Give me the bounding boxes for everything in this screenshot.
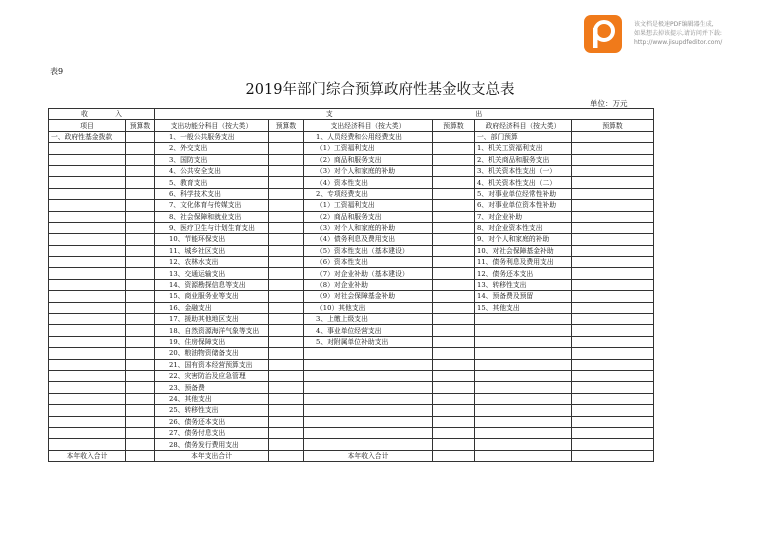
table-cell [126,188,155,199]
table-row [49,370,654,381]
table-cell: （7）对企业补助（基本建设） [304,268,433,279]
total-cell [572,450,654,461]
table-cell: 7、对企业补助 [475,211,572,222]
totals-row [49,450,654,461]
table-cell [126,302,155,313]
table-cell: 16、金融支出 [155,302,269,313]
table-cell [572,336,654,347]
table-cell: 1、一般公共服务支出 [155,131,269,142]
table-cell [49,245,126,256]
table-cell [269,211,304,222]
table-cell [269,348,304,359]
table-cell: 9、医疗卫生与计划生育支出 [155,222,269,233]
table-cell [304,427,433,438]
table-cell [49,154,126,165]
watermark-line: 该文档是极速PDF编辑器生成, [634,21,714,28]
table-cell [572,370,654,381]
table-cell [475,325,572,336]
table-cell [49,348,126,359]
table-cell [572,439,654,450]
table-cell: 14、资源勘探信息等支出 [155,279,269,290]
table-cell [475,427,572,438]
table-cell: 3、机关资本性支出（一） [475,165,572,176]
table-cell: （1）工资福利支出 [304,143,433,154]
table-cell [126,200,155,211]
table-cell: 10、对社会保障基金补助 [475,245,572,256]
table-cell [269,302,304,313]
table-row [49,382,654,393]
table-cell [433,154,475,165]
table-cell: 4、事业单位经营支出 [304,325,433,336]
total-cell [269,450,304,461]
table-cell [126,165,155,176]
table-cell [572,416,654,427]
table-row [49,416,654,427]
table-cell [269,393,304,404]
table-cell [126,211,155,222]
table-cell [126,405,155,416]
table-cell: 7、文化体育与传媒支出 [155,200,269,211]
table-cell: 20、粮油物资储备支出 [155,348,269,359]
table-cell [126,427,155,438]
table-cell [126,257,155,268]
total-cell [126,450,155,461]
table-cell [572,177,654,188]
table-cell [49,302,126,313]
table-cell [475,439,572,450]
table-cell [49,211,126,222]
table-cell: （8）对企业补助 [304,279,433,290]
table-cell: 14、预备费及预留 [475,291,572,302]
table-cell: （9）对社会保障基金补助 [304,291,433,302]
table-row [49,268,654,279]
table-cell [572,359,654,370]
table-cell [49,325,126,336]
table-cell [49,427,126,438]
table-cell: 13、交通运输支出 [155,268,269,279]
column-header: 预算数 [572,120,654,131]
table-cell [49,291,126,302]
table-row [49,188,654,199]
table-cell: 23、预备费 [155,382,269,393]
table-cell: 2、专项经费支出 [304,188,433,199]
table-cell [572,143,654,154]
column-header: 支出经济科目（按大类） [304,120,433,131]
table-cell [304,382,433,393]
table-cell [433,234,475,245]
table-row [49,291,654,302]
table-cell [269,222,304,233]
table-cell [433,131,475,142]
table-cell: 9、对个人和家庭的补助 [475,234,572,245]
table-cell [49,314,126,325]
table-row [49,245,654,256]
table-cell [304,439,433,450]
table-cell [126,245,155,256]
table-row [49,177,654,188]
column-header: 预算数 [126,120,155,131]
table-cell [572,279,654,290]
table-cell [49,382,126,393]
table-cell [304,393,433,404]
table-cell [433,427,475,438]
table-cell [572,257,654,268]
table-cell [49,336,126,347]
table-row [49,393,654,404]
table-cell: 19、住房保障支出 [155,336,269,347]
table-cell [126,416,155,427]
table-cell [433,257,475,268]
table-cell [304,370,433,381]
table-row [49,143,654,154]
table-cell [433,325,475,336]
table-cell [572,314,654,325]
table-cell [269,382,304,393]
table-cell: 12、农林水支出 [155,257,269,268]
table-cell [126,279,155,290]
table-cell [269,177,304,188]
budget-table [48,108,654,462]
column-header: 预算数 [433,120,475,131]
table-cell: 15、商业服务业等支出 [155,291,269,302]
table-cell: 2、外交支出 [155,143,269,154]
table-cell [304,359,433,370]
table-cell [126,393,155,404]
table-row [49,405,654,416]
table-row [49,211,654,222]
table-cell [269,405,304,416]
table-cell [126,177,155,188]
table-cell [269,234,304,245]
table-cell [475,336,572,347]
table-cell [126,234,155,245]
table-row [49,439,654,450]
table-cell: 27、债务付息支出 [155,427,269,438]
table-cell [433,370,475,381]
table-cell: 18、自然资源海洋气象等支出 [155,325,269,336]
table-cell: 6、科学技术支出 [155,188,269,199]
table-row [49,314,654,325]
table-cell [126,291,155,302]
column-header: 政府经济科目（按大类） [475,120,572,131]
table-cell [304,405,433,416]
table-cell [475,405,572,416]
table-row [49,302,654,313]
table-cell: （2）商品和服务支出 [304,211,433,222]
watermark-link[interactable]: http://www.jisupdfeditor.com/ [634,39,723,46]
table-cell [433,143,475,154]
table-cell [433,382,475,393]
table-cell: （3）对个人和家庭的补助 [304,222,433,233]
table-cell: 6、对事业单位资本性补助 [475,200,572,211]
table-cell [433,279,475,290]
pdf-editor-logo-icon [583,14,623,54]
table-cell [269,416,304,427]
table-cell [433,393,475,404]
table-row [49,222,654,233]
table-cell [126,143,155,154]
table-cell [433,314,475,325]
table-cell: 26、债务还本支出 [155,416,269,427]
table-cell [572,165,654,176]
table-cell [126,359,155,370]
table-row [49,154,654,165]
table-cell [572,154,654,165]
column-header: 支出功能分科目（按大类） [155,120,269,131]
table-cell [49,416,126,427]
table-cell [269,439,304,450]
table-cell: 11、债务利息及费用支出 [475,257,572,268]
table-cell [433,177,475,188]
table-cell: （2）商品和服务支出 [304,154,433,165]
table-cell [269,359,304,370]
table-cell [269,370,304,381]
table-cell [433,291,475,302]
table-cell: 24、其他支出 [155,393,269,404]
table-cell [269,291,304,302]
table-cell: 15、其他支出 [475,302,572,313]
watermark-line: 如果想去掉该提示,请访问并下载: [634,30,722,37]
table-cell [49,234,126,245]
header-row-columns [49,120,654,131]
table-cell: 21、国有资本经营预算支出 [155,359,269,370]
table-cell [475,359,572,370]
table-row [49,427,654,438]
table-cell [49,143,126,154]
table-cell [126,131,155,142]
table-cell: 一、政府性基金拨款 [49,131,126,142]
table-cell [49,370,126,381]
table-row [49,336,654,347]
column-header: 预算数 [269,120,304,131]
table-cell [49,359,126,370]
table-cell [433,211,475,222]
table-cell: （1）工资福利支出 [304,200,433,211]
table-cell [304,348,433,359]
table-cell [269,325,304,336]
table-cell [269,143,304,154]
table-cell: 10、节能环保支出 [155,234,269,245]
table-cell [572,245,654,256]
table-row [49,359,654,370]
table-cell [269,245,304,256]
table-cell [572,211,654,222]
table-cell [49,177,126,188]
table-row [49,279,654,290]
table-row [49,257,654,268]
table-cell [49,279,126,290]
table-cell: 28、债务发行费用支出 [155,439,269,450]
table-cell [433,348,475,359]
table-cell [49,439,126,450]
table-cell [475,416,572,427]
table-cell [49,165,126,176]
table-cell [572,427,654,438]
table-cell [269,165,304,176]
table-cell [269,314,304,325]
table-cell [126,314,155,325]
table-cell [126,336,155,347]
table-cell [433,165,475,176]
table-cell [269,188,304,199]
total-cell [433,450,475,461]
table-cell [433,416,475,427]
table-row [49,131,654,142]
table-cell [572,405,654,416]
table-cell [433,439,475,450]
table-cell [433,405,475,416]
table-cell: （4）债务利息及费用支出 [304,234,433,245]
table-cell [475,370,572,381]
table-cell [572,200,654,211]
table-row [49,165,654,176]
table-cell [269,257,304,268]
table-cell: （6）资本性支出 [304,257,433,268]
table-cell [433,200,475,211]
table-number: 表9 [50,67,64,76]
table-cell [269,336,304,347]
income-header: 收 入 [49,109,155,120]
table-cell [126,439,155,450]
total-cell: 本年支出合计 [155,450,269,461]
table-cell [572,291,654,302]
table-cell [49,405,126,416]
table-cell: 2、机关商品和服务支出 [475,154,572,165]
table-row [49,348,654,359]
table-cell [572,325,654,336]
table-cell [126,382,155,393]
table-cell: 8、对企业资本性支出 [475,222,572,233]
table-cell [572,382,654,393]
table-cell [126,268,155,279]
table-cell: 5、对附属单位补助支出 [304,336,433,347]
total-cell: 本年收入合计 [49,450,126,461]
header-row-group [49,109,654,120]
watermark-notice [634,20,759,47]
table-cell: 22、灾害防治及应急管理 [155,370,269,381]
table-cell [49,268,126,279]
table-cell [475,314,572,325]
table-cell [126,348,155,359]
table-cell [126,222,155,233]
table-cell [572,234,654,245]
table-cell [269,427,304,438]
table-row [49,325,654,336]
table-cell: 12、债务还本支出 [475,268,572,279]
table-cell: 4、机关资本性支出（二） [475,177,572,188]
table-cell [572,131,654,142]
table-cell [49,200,126,211]
table-cell: 一、部门预算 [475,131,572,142]
table-cell: 13、转移性支出 [475,279,572,290]
table-cell [572,268,654,279]
table-cell: 25、转移性支出 [155,405,269,416]
table-row [49,234,654,245]
table-cell [433,359,475,370]
table-cell: 5、对事业单位经常性补助 [475,188,572,199]
table-cell [269,279,304,290]
table-cell: （4）资本性支出 [304,177,433,188]
table-cell: （3）对个人和家庭的补助 [304,165,433,176]
table-cell: 5、教育支出 [155,177,269,188]
unit-label: 单位：万元 [590,99,628,108]
table-cell [572,222,654,233]
total-cell [475,450,572,461]
table-cell [433,302,475,313]
table-cell [269,131,304,142]
table-cell [572,302,654,313]
table-cell: 1、机关工资福利支出 [475,143,572,154]
table-cell [126,325,155,336]
table-cell [269,268,304,279]
table-cell [572,393,654,404]
table-cell [433,188,475,199]
table-cell [49,393,126,404]
column-header: 项目 [49,120,126,131]
table-cell: 4、公共安全支出 [155,165,269,176]
table-cell: （10）其他支出 [304,302,433,313]
table-cell: 17、援助其他地区支出 [155,314,269,325]
table-row [49,200,654,211]
table-cell [49,188,126,199]
table-cell [269,154,304,165]
table-cell [475,348,572,359]
table-cell [572,188,654,199]
table-cell [49,222,126,233]
table-cell: 8、社会保障和就业支出 [155,211,269,222]
expense-header: 支 出 [155,109,654,120]
table-cell [126,370,155,381]
table-cell [269,200,304,211]
table-cell [433,245,475,256]
table-cell [433,222,475,233]
page-title: 2019年部门综合预算政府性基金收支总表 [245,82,515,98]
table-cell [475,393,572,404]
table-cell [126,154,155,165]
table-cell [433,336,475,347]
table-cell: 3、国防支出 [155,154,269,165]
total-cell: 本年收入合计 [304,450,433,461]
table-cell: （5）资本性支出（基本建设） [304,245,433,256]
table-cell [572,348,654,359]
table-cell [304,416,433,427]
table-cell: 3、上缴上级支出 [304,314,433,325]
table-cell [475,382,572,393]
table-cell: 11、城乡社区支出 [155,245,269,256]
table-cell [433,268,475,279]
table-cell [49,257,126,268]
table-cell: 1、人员经费和公用经费支出 [304,131,433,142]
